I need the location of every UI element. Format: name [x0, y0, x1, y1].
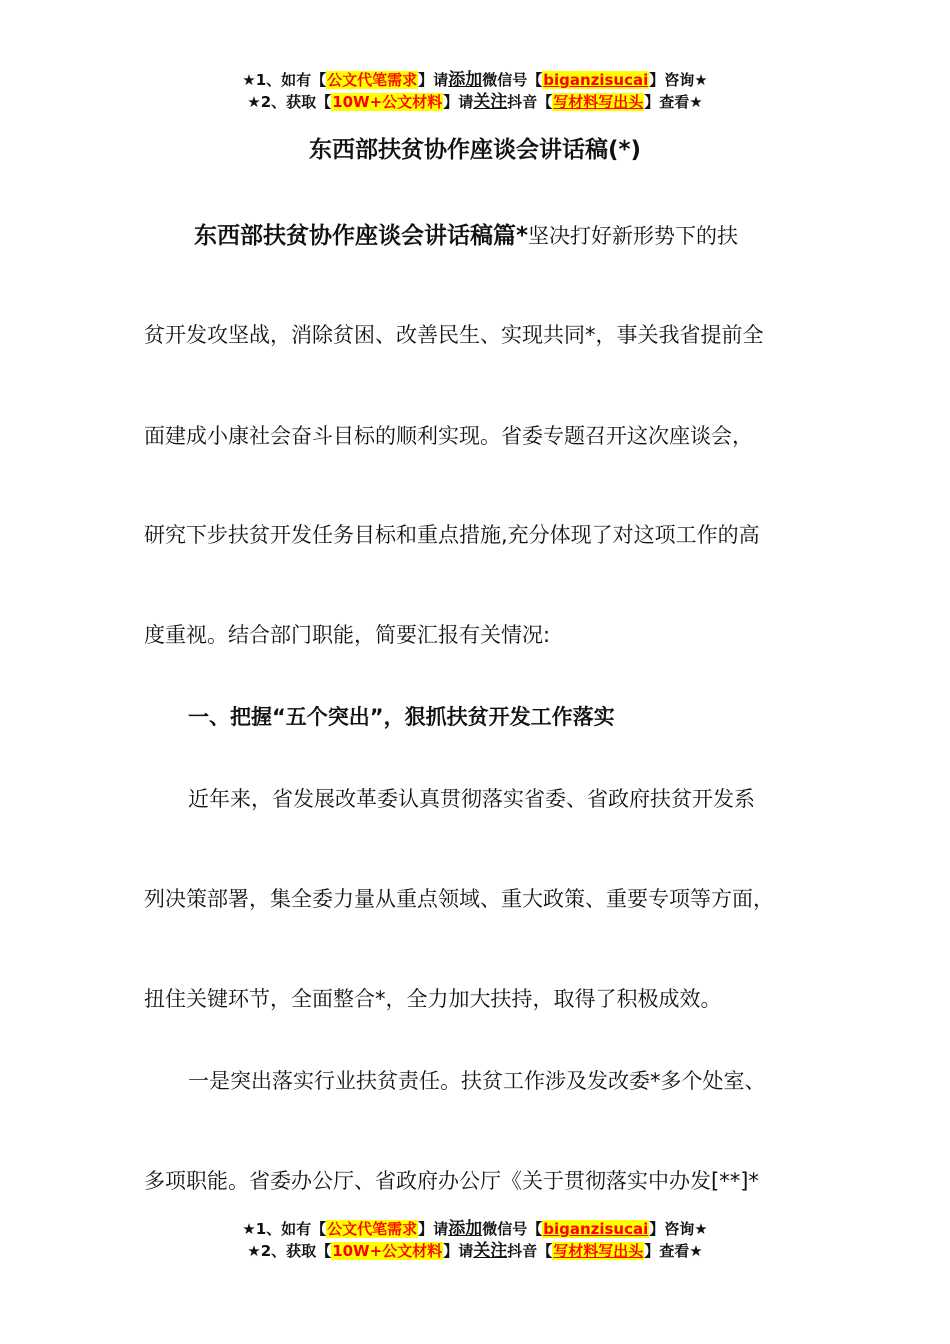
body-line: 一是突出落实行业扶贫责任。扶贫工作涉及发改委*多个处室、	[188, 1069, 766, 1093]
body-text: 坚决打好新形势下的扶	[528, 224, 739, 248]
promo-line-2	[0, 91, 950, 113]
promo-text: 】请	[418, 1220, 449, 1238]
promo-line-2	[0, 1240, 950, 1262]
promo-text: ★1、如有【	[242, 1220, 327, 1238]
promo-text: 】请	[443, 93, 474, 111]
body-line: 面建成小康社会奋斗目标的顺利实现。省委专题召开这次座谈会，	[144, 424, 753, 448]
promo-text: ★2、获取【	[247, 1242, 332, 1260]
section-heading: 一、把握“五个突出”，狠抓扶贫开发工作落实	[188, 705, 615, 729]
promo-text: ★2、获取【	[247, 93, 332, 111]
body-line: 近年来，省发展改革委认真贯彻落实省委、省政府扶贫开发系	[188, 787, 755, 811]
promo-text: 】请	[418, 71, 449, 89]
promo-follow-text: 关注	[473, 1241, 508, 1261]
body-line: 列决策部署，集全委力量从重点领域、重大政策、重要专项等方面，	[144, 887, 774, 911]
promo-add-text: 添加	[448, 70, 483, 90]
body-line: 研究下步扶贫开发任务目标和重点措施,充分体现了对这项工作的高	[144, 523, 760, 547]
body-line: 扭住关键环节，全面整合*，全力加大扶持，取得了积极成效。	[144, 987, 722, 1011]
promo-text: 】咨询★	[649, 1220, 708, 1238]
douyin-account-link[interactable]: 写材料写出头	[553, 1242, 644, 1260]
promo-text: 】查看★	[644, 1242, 703, 1260]
promo-add-text: 添加	[448, 1219, 483, 1239]
promo-text: 】请	[443, 1242, 474, 1260]
page-title: 东西部扶贫协作座谈会讲话稿(*)	[308, 137, 642, 163]
body-line: 贫开发攻坚战，消除贫困、改善民生、实现共同*，事关我省提前全	[144, 323, 764, 347]
body-line: 多项职能。省委办公厅、省政府办公厅《关于贯彻落实中办发[**]*	[144, 1169, 759, 1193]
promo-text: 】咨询★	[649, 71, 708, 89]
promo-text: 抖音【	[507, 93, 553, 111]
promo-line-1	[0, 1218, 950, 1240]
promo-highlight-material: 10W+公文材料	[332, 93, 443, 111]
promo-highlight-service: 公文代笔需求	[327, 71, 418, 89]
promo-line-1	[0, 69, 950, 91]
section-heading: 东西部扶贫协作座谈会讲话稿篇*	[194, 223, 529, 249]
douyin-account-link[interactable]: 写材料写出头	[553, 93, 644, 111]
wechat-id-link[interactable]: biganzisucai	[543, 71, 649, 89]
wechat-id-link[interactable]: biganzisucai	[543, 1220, 649, 1238]
promo-highlight-service: 公文代笔需求	[327, 1220, 418, 1238]
promo-text: ★1、如有【	[242, 71, 327, 89]
promo-follow-text: 关注	[473, 92, 508, 112]
promo-text: 抖音【	[507, 1242, 553, 1260]
promo-highlight-material: 10W+公文材料	[332, 1242, 443, 1260]
promo-text: 】查看★	[644, 93, 703, 111]
promo-text: 微信号【	[482, 1220, 543, 1238]
promo-banner-top	[0, 69, 950, 113]
body-line: 度重视。结合部门职能，简要汇报有关情况:	[144, 623, 551, 647]
promo-banner-bottom	[0, 1218, 950, 1262]
promo-text: 微信号【	[482, 71, 543, 89]
body-line	[194, 221, 874, 251]
